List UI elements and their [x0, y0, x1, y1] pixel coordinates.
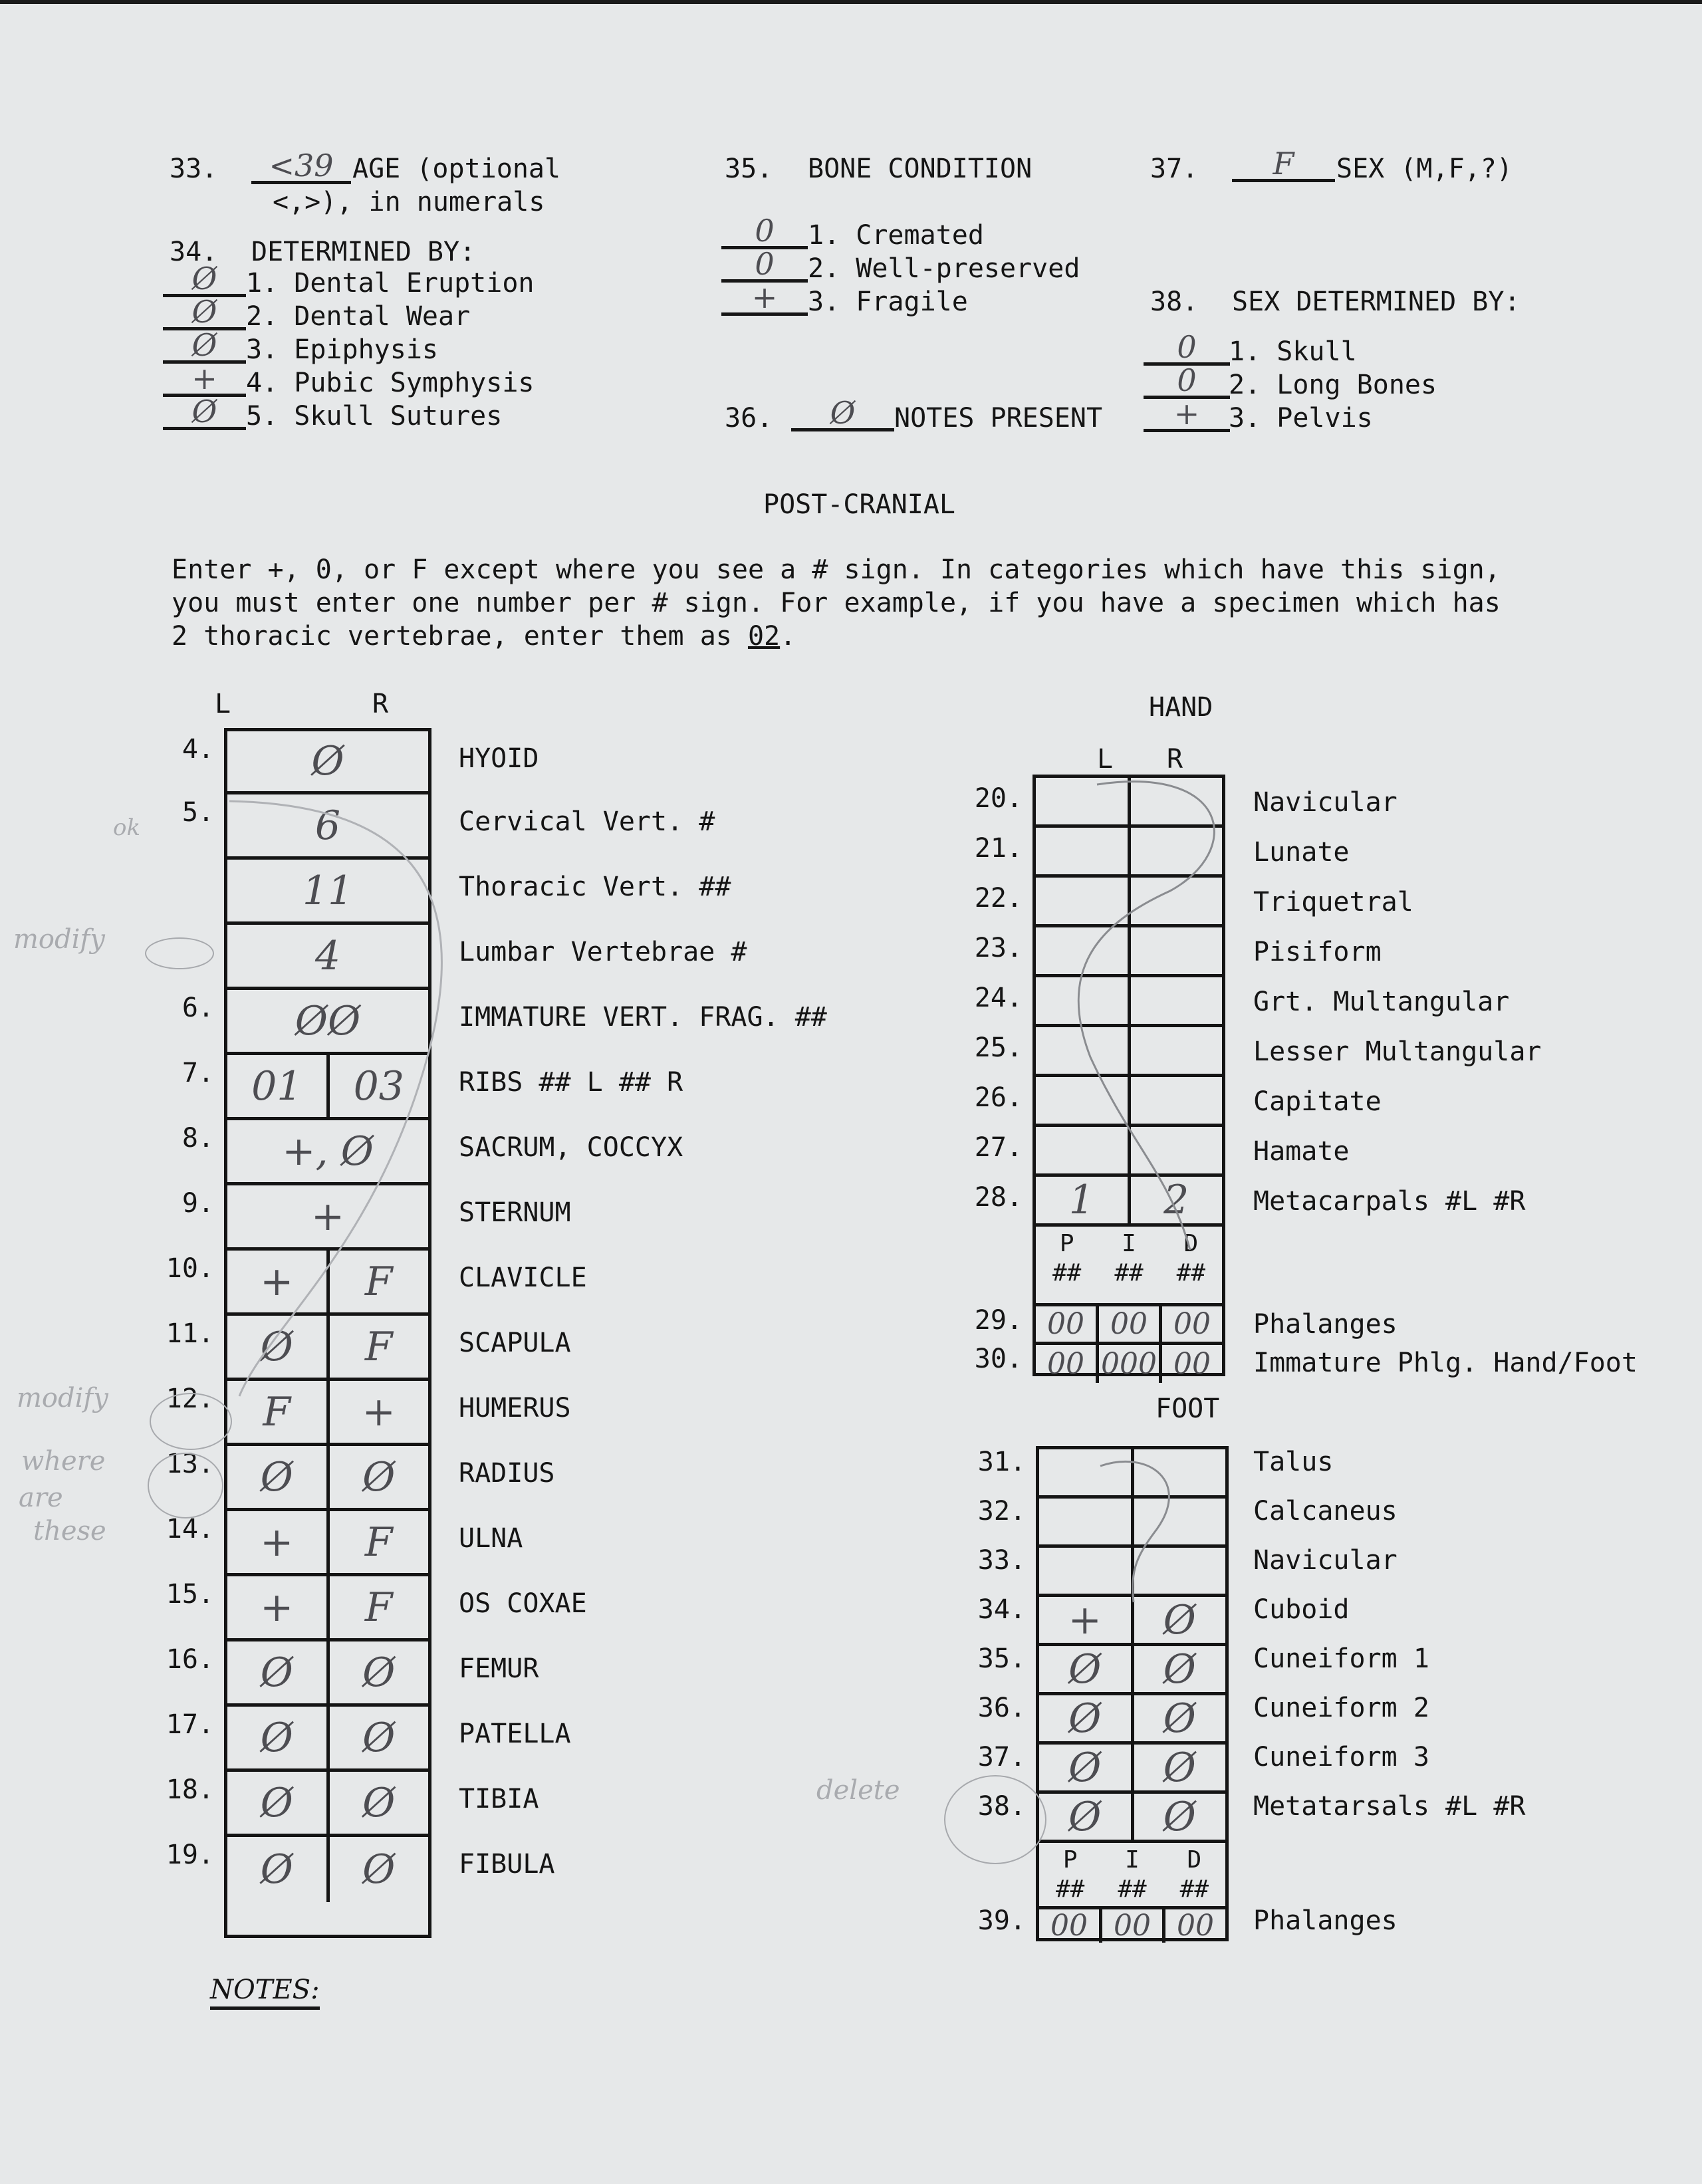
section_35-option-2-label: 2. Well-preserved: [808, 253, 1080, 284]
pid-letter: I: [1122, 1230, 1136, 1257]
axial-row-ribs-l-r-label: RIBS ## L ## R: [459, 1067, 683, 1098]
hand-row-lunate-label: Lunate: [1253, 837, 1350, 868]
hand-row-metacarpals-l-r-number: 28.: [974, 1182, 1023, 1213]
example-suffix: .: [780, 621, 796, 652]
axial-row-ulna-number: 14.: [166, 1514, 214, 1544]
axial-row-radius-label: RADIUS: [459, 1458, 555, 1489]
section_38-option-2-value: 0: [1177, 362, 1197, 398]
hand-row-phalanges-number: 29.: [974, 1305, 1023, 1336]
axial-row-hyoid-number: 4.: [182, 734, 214, 765]
foot-row-cuneiform-2-label: Cuneiform 2: [1253, 1693, 1429, 1723]
margin-note-modify-8: modify: [13, 924, 105, 955]
pid-marks: ##: [1118, 1876, 1147, 1903]
handwritten-entry: Ø: [362, 1453, 396, 1501]
margin-note-delete: delete: [816, 1775, 900, 1806]
handwritten-entry: +, Ø: [282, 1128, 374, 1175]
handwritten-entry: Ø: [1163, 1793, 1196, 1840]
pid-letter: D: [1183, 1230, 1199, 1257]
q33-label-2: <,>), in numerals: [273, 187, 545, 217]
foot-row-cuboid-label: Cuboid: [1253, 1594, 1350, 1625]
foot-row-calcaneus-label: Calcaneus: [1253, 1496, 1398, 1526]
margin-note-these: these: [33, 1516, 106, 1546]
hand-row-lunate-number: 21.: [974, 833, 1023, 864]
section_35-option-1-value: 0: [755, 213, 775, 249]
handwritten-entry: 03: [353, 1062, 404, 1110]
handwritten-entry: Ø: [1068, 1695, 1102, 1742]
handwritten-entry: F: [263, 1388, 291, 1435]
handwritten-entry: Ø: [1068, 1793, 1102, 1840]
handwritten-entry: +: [310, 1193, 345, 1240]
handwritten-entry: Ø: [1068, 1744, 1102, 1791]
section_34-option-2-label: 2. Dental Wear: [246, 301, 471, 332]
pid-marks: ##: [1179, 1876, 1209, 1903]
instructions-text: 2 thoracic vertebrae, enter them as: [172, 621, 748, 652]
axial-col-right: R: [372, 689, 389, 719]
foot-row-metatarsals-l-r-number: 38.: [977, 1791, 1026, 1822]
hand-row-capitate-label: Capitate: [1253, 1086, 1382, 1117]
margin-note-ok: ok: [113, 814, 141, 841]
section_34-option-1-label: 1. Dental Eruption: [246, 268, 535, 299]
axial-row-cervical-vert-number: 5.: [182, 797, 214, 828]
section_34-option-3-value: Ø: [191, 327, 217, 363]
section_38-option-3-value: +: [1173, 396, 1200, 431]
q33-age-value: <39: [269, 148, 334, 183]
hand-row-capitate-number: 26.: [974, 1082, 1023, 1113]
section_35-option-3-value: +: [751, 279, 778, 315]
axial-row-scapula-number: 11.: [166, 1318, 214, 1349]
pid-letter: D: [1187, 1846, 1202, 1874]
handwritten-entry: Ø: [260, 1779, 293, 1826]
pid-marks: ##: [1052, 1259, 1082, 1286]
handwritten-entry: +: [260, 1258, 294, 1305]
handwritten-entry: 00: [1110, 1306, 1148, 1341]
axial-row-femur-number: 16.: [166, 1644, 214, 1675]
q34-number: 34.: [170, 237, 218, 267]
axial-row-immature-vert-frag-label: IMMATURE VERT. FRAG. ##: [459, 1002, 827, 1032]
instructions-line-1: Enter +, 0, or F except where you see a # sign. In categories which have this sign,: [172, 554, 1501, 585]
axial-row-radius-number: 13.: [166, 1449, 214, 1479]
hand-row-pisiform-label: Pisiform: [1253, 937, 1382, 967]
axial-row-hyoid-label: HYOID: [459, 743, 539, 774]
example-value: 02: [747, 621, 781, 652]
hand-row-hamate-label: Hamate: [1253, 1136, 1350, 1167]
handwritten-entry: F: [364, 1258, 393, 1305]
hand-row-triquetral-number: 22.: [974, 883, 1023, 913]
handwritten-entry: 01: [251, 1062, 303, 1110]
notes-label: NOTES:: [210, 1975, 320, 2010]
axial-row-sacrum-coccyx-label: SACRUM, COCCYX: [459, 1132, 683, 1163]
pid-marks: ##: [1114, 1259, 1144, 1286]
q33-label: AGE (optional: [352, 154, 561, 184]
hand-row-metacarpals-l-r-label: Metacarpals #L #R: [1253, 1186, 1526, 1217]
axial-row-lumbar-vertebrae-label: Lumbar Vertebrae #: [459, 937, 747, 967]
axial-row-fibula-number: 19.: [166, 1840, 214, 1870]
foot-row-cuneiform-1-label: Cuneiform 1: [1253, 1643, 1429, 1674]
axial-row-fibula-label: FIBULA: [459, 1849, 555, 1880]
handwritten-entry: 00: [1173, 1306, 1211, 1341]
handwritten-entry: 00: [1177, 1909, 1214, 1943]
hand-strike-curve: [1078, 782, 1214, 1250]
hand-col-left: L: [1097, 744, 1114, 775]
handwritten-entry: 4: [314, 932, 341, 979]
hand-row-grt-multangular-label: Grt. Multangular: [1253, 987, 1510, 1017]
q35-number: 35.: [725, 154, 773, 184]
hand-col-right: R: [1167, 744, 1183, 775]
axial-row-patella-label: PATELLA: [459, 1719, 571, 1749]
hand-row-navicular-label: Navicular: [1253, 787, 1398, 818]
post-cranial-heading: POST-CRANIAL: [763, 489, 955, 520]
pid-marks: ##: [1176, 1259, 1205, 1286]
foot-row-metatarsals-l-r-label: Metatarsals #L #R: [1253, 1791, 1526, 1822]
handwritten-entry: Ø: [1163, 1645, 1196, 1693]
pid-letter: P: [1059, 1230, 1074, 1257]
q37-label: SEX (M,F,?): [1336, 154, 1513, 184]
foot-row-navicular-label: Navicular: [1253, 1545, 1398, 1576]
handwritten-entry: Ø: [1163, 1695, 1196, 1742]
q33-number: 33.: [170, 154, 218, 184]
axial-row-clavicle-number: 10.: [166, 1253, 214, 1284]
foot-row-phalanges-number: 39.: [977, 1905, 1026, 1936]
margin-note-are: are: [19, 1483, 63, 1513]
axial-row-ulna-label: ULNA: [459, 1523, 523, 1554]
hand-row-triquetral-label: Triquetral: [1253, 887, 1413, 917]
axial-row-sternum-label: STERNUM: [459, 1197, 571, 1228]
handwritten-entry: Ø: [1163, 1596, 1196, 1643]
section_38-option-1-label: 1. Skull: [1229, 336, 1357, 367]
axial-row-ribs-l-r-number: 7.: [182, 1058, 214, 1088]
axial-row-immature-vert-frag-number: 6.: [182, 993, 214, 1023]
hand-row-phalanges-label: Phalanges: [1253, 1309, 1398, 1340]
foot-heading: FOOT: [1155, 1394, 1220, 1424]
handwritten-entry: Ø: [260, 1649, 293, 1696]
handwritten-entry: +: [260, 1518, 294, 1566]
handwritten-entry: Ø: [260, 1846, 293, 1893]
handwritten-entry: Ø: [311, 738, 344, 785]
handwritten-entry: 00: [1047, 1346, 1084, 1381]
handwritten-entry: +: [260, 1584, 294, 1631]
handwritten-entry: 11: [302, 867, 354, 914]
section_35-option-1-label: 1. Cremated: [808, 220, 984, 251]
hand-row-lesser-multangular-label: Lesser Multangular: [1253, 1036, 1542, 1067]
axial-row-thoracic-vert-label: Thoracic Vert. ##: [459, 872, 731, 902]
axial-row-scapula-label: SCAPULA: [459, 1328, 571, 1358]
foot-row-talus-number: 31.: [977, 1447, 1026, 1477]
axial-row-sternum-number: 9.: [182, 1188, 214, 1219]
handwritten-entry: Ø: [1163, 1744, 1196, 1791]
q38-title: SEX DETERMINED BY:: [1232, 287, 1520, 317]
foot-row-cuneiform-3-number: 37.: [977, 1742, 1026, 1772]
section_38-option-3-label: 3. Pelvis: [1229, 403, 1373, 433]
handwritten-entry: Ø: [1068, 1645, 1102, 1693]
pid-marks: ##: [1055, 1876, 1085, 1903]
section_38-option-2-label: 2. Long Bones: [1229, 370, 1437, 400]
foot-row-calcaneus-number: 32.: [977, 1496, 1026, 1526]
handwritten-entry: 00: [1173, 1346, 1211, 1381]
q36-number: 36.: [725, 403, 773, 433]
handwritten-entry: ØØ: [295, 997, 361, 1044]
foot-row-cuneiform-2-number: 36.: [977, 1693, 1026, 1723]
handwritten-entry: Ø: [260, 1323, 293, 1370]
handwritten-entry: Ø: [362, 1714, 396, 1761]
axial-row-tibia-number: 18.: [166, 1774, 214, 1805]
handwritten-entry: Ø: [260, 1453, 293, 1501]
foot-strike-curve: [1100, 1461, 1169, 1602]
foot-row-cuneiform-3-label: Cuneiform 3: [1253, 1742, 1429, 1772]
handwritten-entry: Ø: [260, 1714, 293, 1761]
section_34-option-4-label: 4. Pubic Symphysis: [246, 368, 535, 398]
hand-heading: HAND: [1149, 692, 1213, 723]
handwritten-entry: F: [364, 1518, 393, 1566]
instructions-line-2: you must enter one number per # sign. For example, if you have a specimen which has: [172, 588, 1501, 618]
foot-row-phalanges-label: Phalanges: [1253, 1905, 1398, 1936]
pid-letter: P: [1062, 1846, 1078, 1874]
handwritten-entry: Ø: [362, 1846, 396, 1893]
handwritten-entry: F: [364, 1323, 393, 1370]
section_35-option-3-label: 3. Fragile: [808, 287, 968, 317]
axial-row-cervical-vert-label: Cervical Vert. #: [459, 806, 715, 837]
section_34-option-1-value: Ø: [191, 261, 217, 297]
q38-number: 38.: [1150, 287, 1199, 317]
handwritten-entry: Ø: [362, 1779, 396, 1826]
axial-row-humerus-label: HUMERUS: [459, 1393, 571, 1423]
handwritten-entry: 00: [1114, 1909, 1151, 1943]
handwritten-entry: 00: [1050, 1909, 1088, 1943]
axial-col-left: L: [215, 689, 231, 719]
axial-row-sacrum-coccyx-number: 8.: [182, 1123, 214, 1153]
section_34-option-4-value: +: [191, 360, 217, 396]
q36-value: Ø: [830, 395, 856, 431]
section_38-option-1-value: 0: [1177, 329, 1197, 365]
hand-row-immature-phlg-hand-foot-number: 30.: [974, 1344, 1023, 1374]
axial-row-clavicle-label: CLAVICLE: [459, 1263, 587, 1293]
q36-label: NOTES PRESENT: [894, 403, 1103, 433]
q37-number: 37.: [1150, 154, 1199, 184]
hand-row-lesser-multangular-number: 25.: [974, 1032, 1023, 1063]
hand-row-immature-phlg-hand-foot-label: Immature Phlg. Hand/Foot: [1253, 1348, 1638, 1378]
foot-row-navicular-number: 33.: [977, 1545, 1026, 1576]
section_34-option-2-value: Ø: [191, 294, 217, 330]
axial-row-tibia-label: TIBIA: [459, 1784, 539, 1814]
axial-row-humerus-number: 12.: [166, 1384, 214, 1414]
margin-note-modify-12: modify: [17, 1383, 108, 1413]
section_35-option-2-value: 0: [755, 246, 775, 282]
q35-title: BONE CONDITION: [808, 154, 1033, 184]
handwritten-entry: 00: [1047, 1306, 1084, 1341]
section_34-option-3-label: 3. Epiphysis: [246, 334, 438, 365]
hand-row-pisiform-number: 23.: [974, 933, 1023, 963]
axial-row-os-coxae-label: OS COXAE: [459, 1588, 587, 1619]
foot-row-cuneiform-1-number: 35.: [977, 1643, 1026, 1674]
margin-note-where: where: [21, 1446, 106, 1477]
q37-sex-value: F: [1273, 146, 1294, 182]
handwritten-entry: 6: [314, 802, 341, 849]
hand-row-navicular-number: 20.: [974, 783, 1023, 814]
foot-row-cuboid-number: 34.: [977, 1594, 1026, 1625]
axial-row-femur-label: FEMUR: [459, 1653, 539, 1684]
section_34-option-5-value: Ø: [191, 394, 217, 429]
handwritten-entry: +: [1068, 1596, 1102, 1643]
handwritten-entry: +: [362, 1388, 396, 1435]
hand-row-hamate-number: 27.: [974, 1132, 1023, 1163]
handwritten-entry: Ø: [362, 1649, 396, 1696]
section_34-option-5-label: 5. Skull Sutures: [246, 401, 503, 431]
q34-title: DETERMINED BY:: [251, 237, 476, 267]
hand-row-grt-multangular-number: 24.: [974, 983, 1023, 1013]
handwritten-entry: 1: [1068, 1177, 1094, 1223]
axial-row-os-coxae-number: 15.: [166, 1579, 214, 1610]
axial-row-patella-number: 17.: [166, 1709, 214, 1740]
axial-strike-curve: [229, 801, 442, 1396]
handwritten-entry: 000: [1101, 1346, 1157, 1381]
handwritten-entry: 2: [1163, 1177, 1189, 1223]
foot-row-talus-label: Talus: [1253, 1447, 1334, 1477]
handwritten-entry: F: [364, 1584, 393, 1631]
pid-letter: I: [1125, 1846, 1140, 1874]
